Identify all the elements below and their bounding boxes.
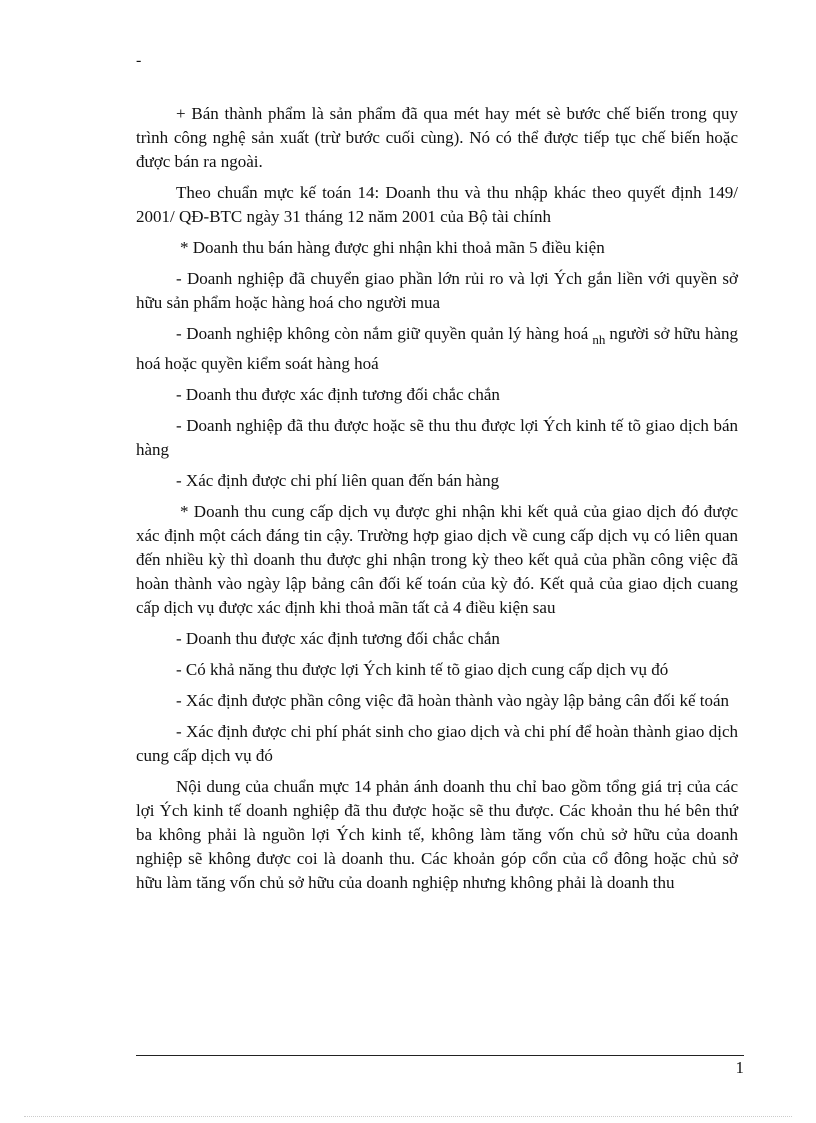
paragraph-standard-content: Nội dung của chuẩn mực 14 phản ánh doanh thu chỉ bao gồm tổng giá trị của các lợi Ých kinh tế doanh nghiệp đã thu được hoặc sẽ thu được. Các khoản thu hé bên thứ ba không phải là nguồn lợi Ých kinh tế, không làm tăng vốn chủ sở hữu của doanh nghiệp sẽ không được coi là doanh thu. Các khoản góp cổn của cổ đông hoặc chủ sở hữu làm tăng vốn chủ sở hữu của doanh nghiệp nhưng không phải là doanh thu [136, 777, 738, 892]
paragraph-semi-finished-products: + Bán thành phẩm là sản phẩm đã qua mét hay mét sè bước chế biến trong quy trình công nghệ sản xuất (trừ bước cuối cùng). Nó có thể được tiếp tục chế biến hoặc được bán ra ngoài. [136, 104, 738, 171]
paragraph-condition-costs: - Xác định được chi phí liên quan đến bán hàng [176, 471, 500, 490]
paragraph-condition-economic-benefit: - Doanh nghiệp đã thu được hoặc sẽ thu thu được lợi Ých kinh tế tõ giao dịch bán hàng [136, 416, 738, 459]
paragraph-service-revenue: * Doanh thu cung cấp dịch vụ được ghi nhận khi kết quả của giao dịch đó được xác định một cách đáng tin cậy. Trường hợp giao dịch về cung cấp dịch vụ có liên quan đến nhiều kỳ thì doanh thu được ghi nhận trong kỳ theo kết quả của phần công việc đã hoàn thành vào ngày lập bảng cân đối kế toán của kỳ đó. Kết quả của giao dịch cuang cấp dịch vụ được xác định khi thoả mãn tất cả 4 điều kiện sau [136, 502, 738, 617]
paragraph-accounting-standard-14: Theo chuẩn mực kế toán 14: Doanh thu và thu nhập khác theo quyết định 149/ 2001/ QĐ-BTC ngày 31 tháng 12 năm 2001 của Bộ tài chính [136, 183, 738, 226]
inline-small-nh: nh [592, 332, 606, 347]
paragraph-condition-revenue-certain: - Doanh thu được xác định tương đối chắc chắn [176, 385, 500, 404]
paragraph-condition-no-control [136, 322, 738, 376]
paragraph-sales-revenue-heading: * Doanh thu bán hàng được ghi nhận khi thoả mãn 5 điều kiện [180, 238, 605, 257]
footer-divider [136, 1055, 744, 1056]
page-bottom-dotted-line [24, 1116, 792, 1117]
paragraph-service-condition-4: - Xác định được chi phí phát sinh cho giao dịch và chi phí để hoàn thành giao dịch cung cấp dịch vụ đó [136, 722, 738, 765]
paragraph-condition-risk-transfer: - Doanh nghiệp đã chuyển giao phần lớn rủi ro và lợi Ých gắn liền với quyền sở hữu sản phẩm hoặc hàng hoá cho người mua [136, 269, 738, 312]
paragraph-service-condition-2: - Có khả năng thu được lợi Ých kinh tế tõ giao dịch cung cấp dịch vụ đó [176, 660, 669, 679]
condition-no-control-part-2: người sở hữu hàng hoá hoặc quyền kiểm soát hàng hoá [136, 324, 738, 373]
condition-no-control-part-1: - Doanh nghiệp không còn nắm giữ quyền quản lý hàng hoá [176, 324, 589, 343]
paragraph-service-condition-3: - Xác định được phần công việc đã hoàn thành vào ngày lập bảng cân đối kế toán [176, 691, 730, 710]
header-dash: - [136, 52, 142, 69]
paragraph-service-condition-1: - Doanh thu được xác định tương đối chắc chắn [176, 629, 500, 648]
page-number: 1 [735, 1058, 744, 1077]
document-body [136, 102, 738, 902]
